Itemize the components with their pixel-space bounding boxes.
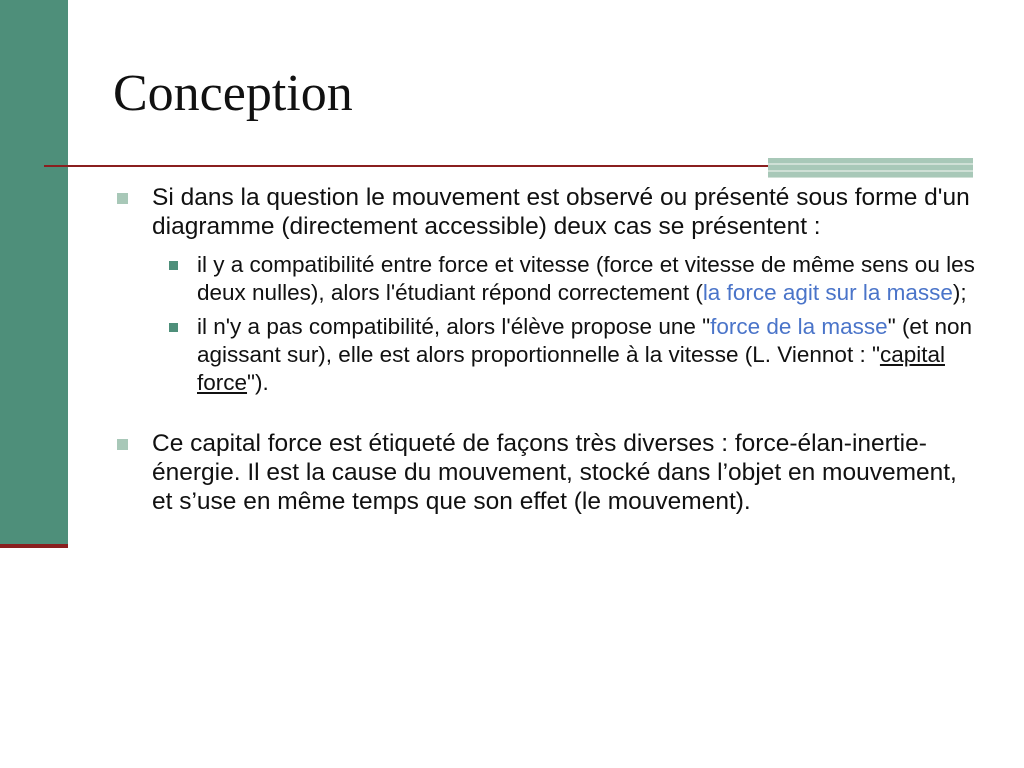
highlighted-phrase: force de la masse: [710, 314, 888, 339]
side-decor-bar: [0, 0, 68, 545]
accent-stripes: [768, 158, 973, 178]
bullet-item: [117, 429, 977, 516]
sub-bullet-item: [152, 313, 977, 397]
square-bullet-icon: [117, 439, 128, 450]
sub-bullet-item: [152, 251, 977, 307]
sub-bullet-list: [152, 251, 977, 397]
side-decor-rule: [0, 544, 68, 548]
sub-bullet-text: il y a compatibilité entre force et vitesse (force et vitesse de même sens ou les deux nulles), alors l'étudiant répond correctement (: [197, 252, 975, 305]
highlighted-phrase: la force agit sur la masse: [702, 280, 953, 305]
slide-title: Conception: [113, 65, 353, 122]
sub-bullet-text-middle: " (et non agissant sur), elle est alors proportionnelle à la vitesse (L. Viennot : ": [197, 314, 972, 367]
sub-bullet-text: il n'y a pas compatibilité, alors l'élève propose une ": [197, 314, 711, 339]
bullet-text: Ce capital force est étiqueté de façons très diverses : force-élan-inertie-énergie. Il est la cause du mouvement, stocké dans l’objet en mouvement, et s’use en même temps que son effet (le mouvement).: [152, 430, 957, 515]
bullet-text: Si dans la question le mouvement est observé ou présenté sous forme d'un diagramme (directement accessible) deux cas se présentent :: [152, 184, 970, 240]
square-bullet-icon: [169, 323, 178, 332]
underlined-term: capital force: [197, 342, 945, 395]
square-bullet-icon: [169, 261, 178, 270]
sub-bullet-text-end: ").: [247, 370, 269, 395]
bullet-item: [117, 183, 977, 397]
slide-body: [117, 183, 977, 516]
square-bullet-icon: [117, 193, 128, 204]
sub-bullet-text-end: );: [952, 280, 967, 305]
